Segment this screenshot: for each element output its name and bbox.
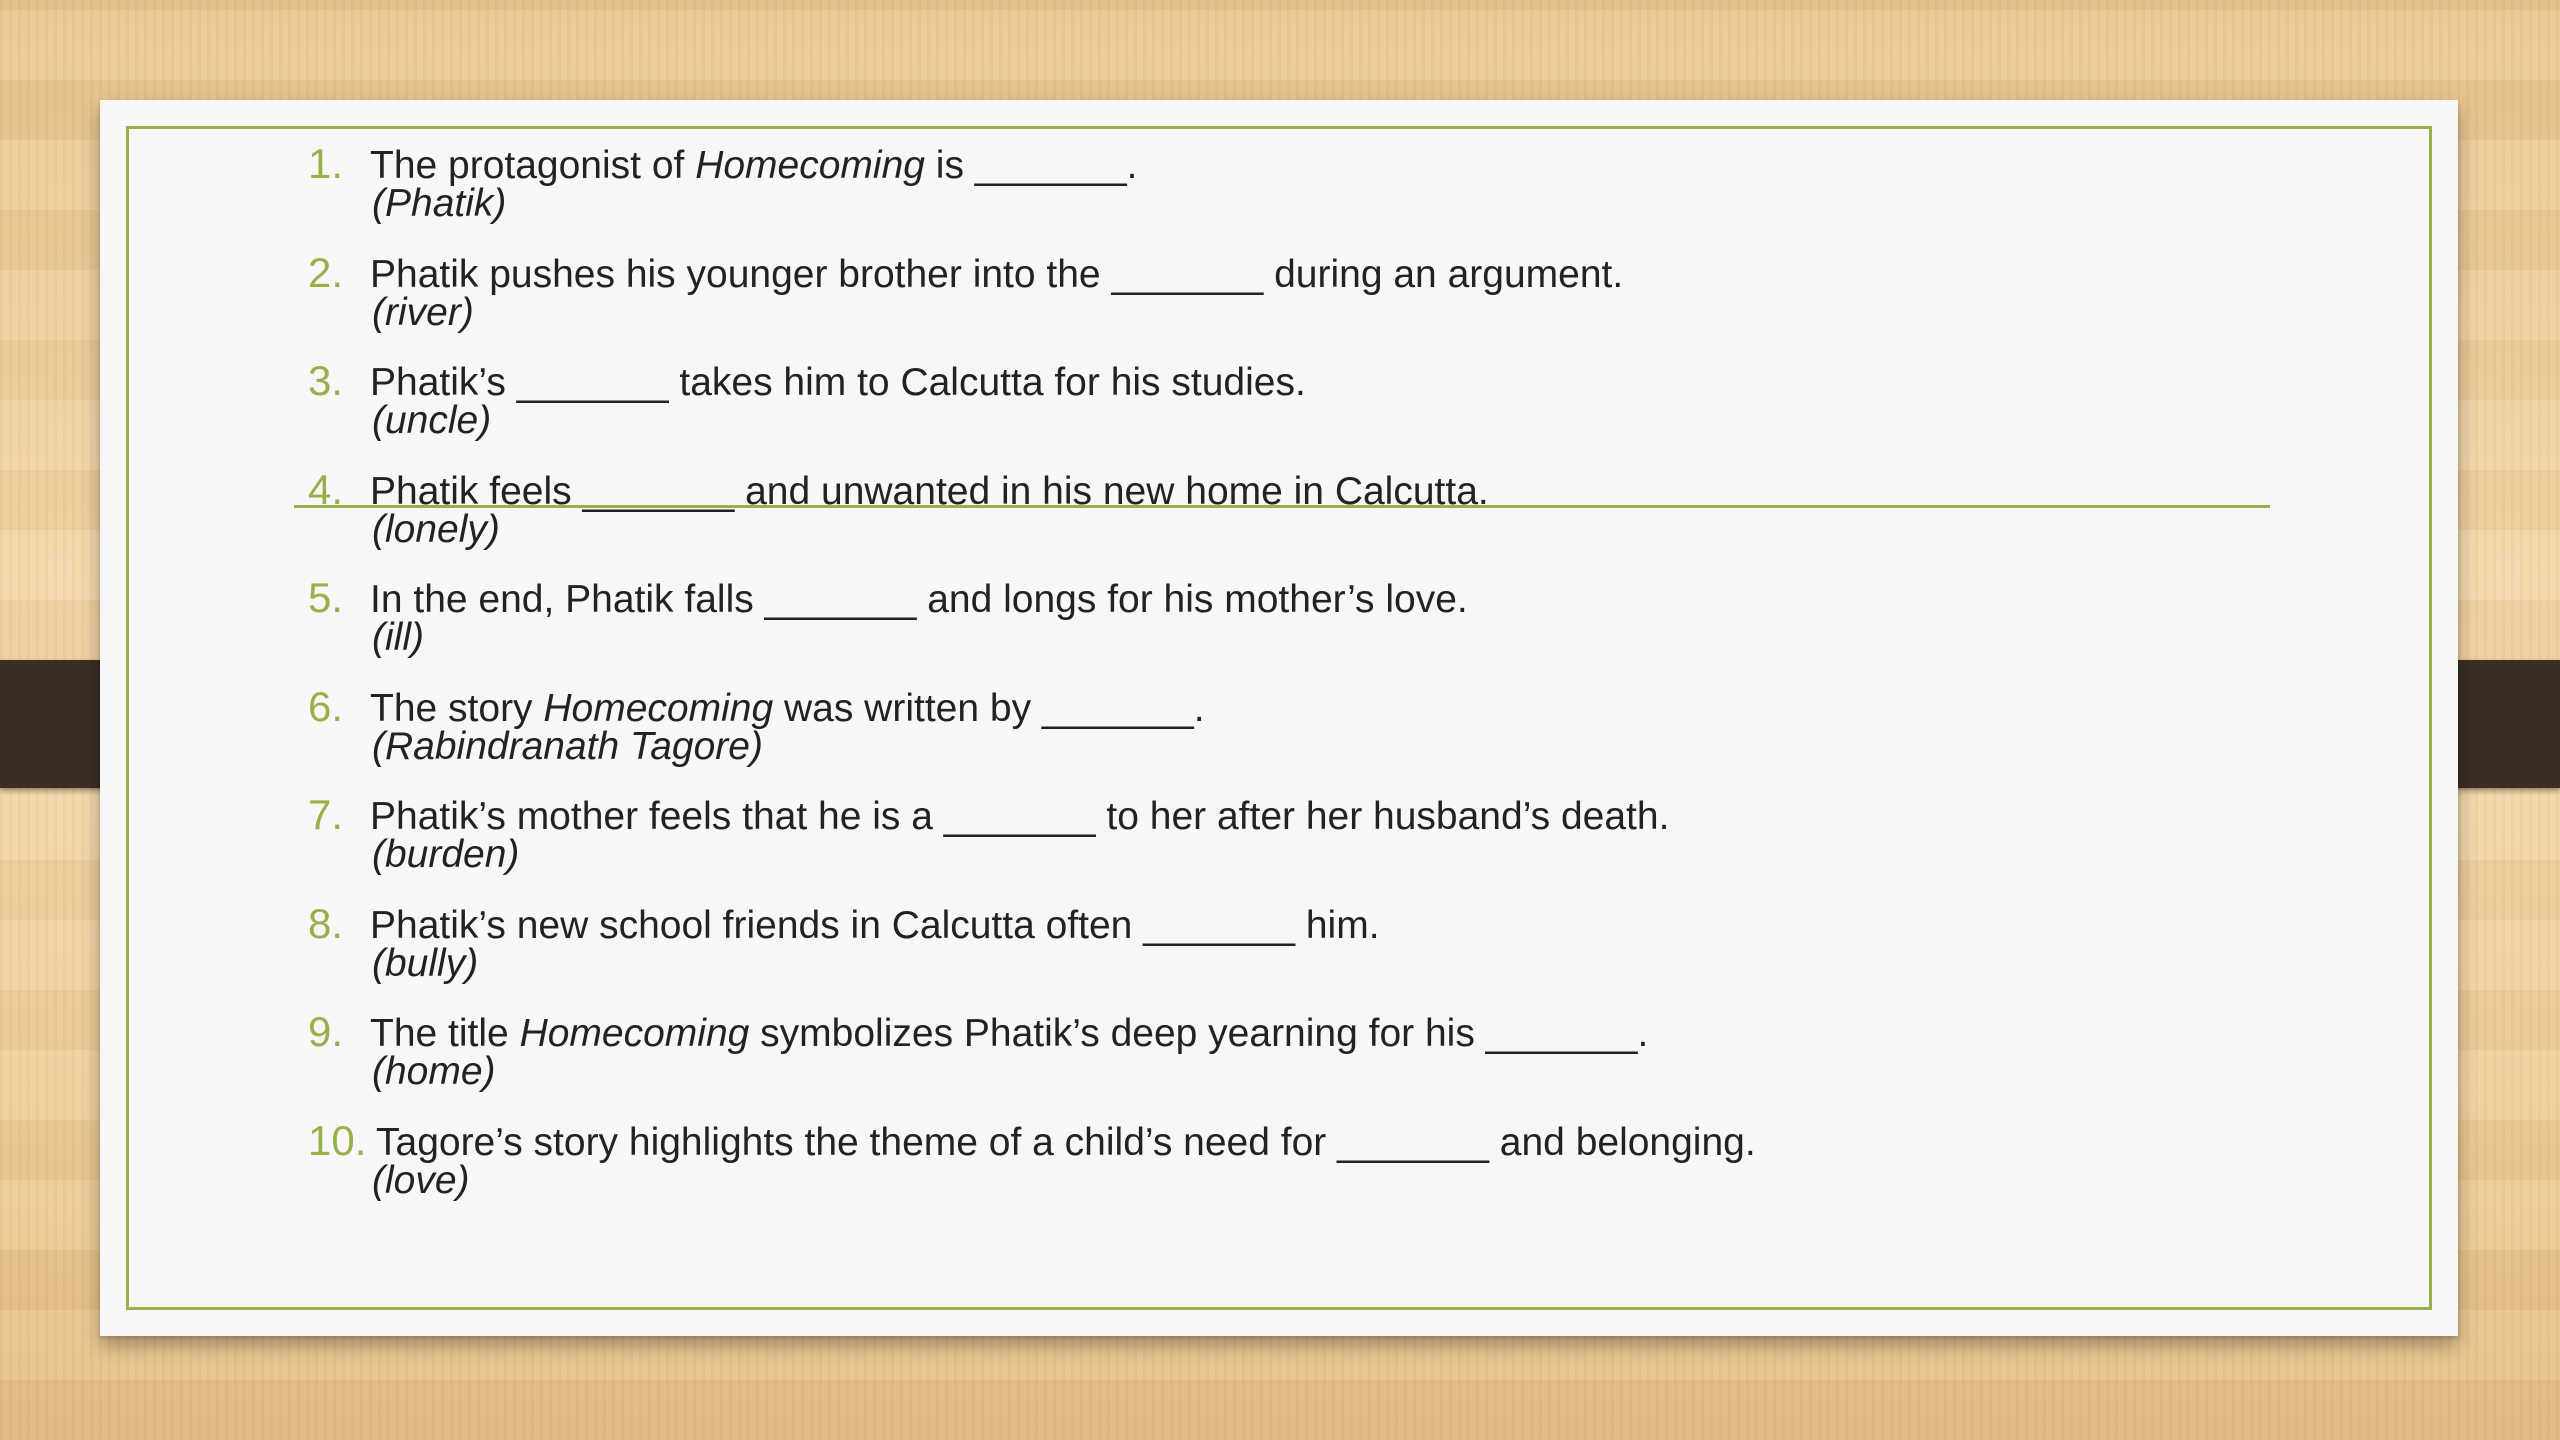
answer-text: (ill) [372,616,424,659]
question-number: 5. [308,574,344,621]
question-number: 4. [308,465,344,513]
question-number: 10. [308,1116,367,1164]
answer-text: (Phatik) [372,182,507,225]
question-text: Phatik’s new school friends in Calcutta often _______ him. [370,903,1380,947]
question-number: 1. [308,140,344,187]
question-text: The protagonist of Homecoming is _______. [370,144,1138,187]
answer-text: (uncle) [372,399,492,442]
question-item-6 [308,681,2208,790]
question-item-1 [308,138,2208,247]
question-number: 3. [308,357,344,404]
answer-text: (home) [372,1050,496,1093]
answer-text: (Rabindranath Tagore) [372,724,763,768]
question-number: 8. [308,899,344,947]
question-text: In the end, Phatik falls _______ and longs for his mother’s love. [370,578,1468,621]
answer-text: (lonely) [372,507,500,551]
question-list [308,138,2208,1223]
question-number: 6. [308,682,344,730]
answer-text: (bully) [372,941,479,985]
question-item-3 [308,355,2208,464]
question-text: Phatik’s mother feels that he is a _______ to her after her husband’s death. [370,795,1670,838]
question-number: 7. [308,791,344,838]
question-item-8 [308,898,2208,1007]
answer-text: (love) [372,1158,470,1202]
question-item-4 [308,464,2208,573]
answer-text: (burden) [372,833,520,876]
question-text: The story Homecoming was written by _______. [370,686,1205,730]
question-text: Phatik’s _______ takes him to Calcutta for his studies. [370,361,1306,404]
question-text: Tagore’s story highlights the theme of a child’s need for _______ and belonging. [376,1120,1756,1164]
question-number: 2. [308,248,344,296]
question-item-9 [308,1006,2208,1115]
question-item-5 [308,572,2208,681]
slide-card [100,100,2458,1336]
question-text: Phatik feels _______ and unwanted in his new home in Calcutta. [370,469,1489,513]
answer-text: (river) [372,290,474,334]
question-item-10 [308,1115,2208,1224]
question-item-2 [308,247,2208,356]
question-text: The title Homecoming symbolizes Phatik’s deep yearning for his _______. [370,1012,1649,1055]
question-item-7 [308,789,2208,898]
question-text: Phatik pushes his younger brother into the _______ during an argument. [370,252,1624,296]
question-number: 9. [308,1008,344,1055]
